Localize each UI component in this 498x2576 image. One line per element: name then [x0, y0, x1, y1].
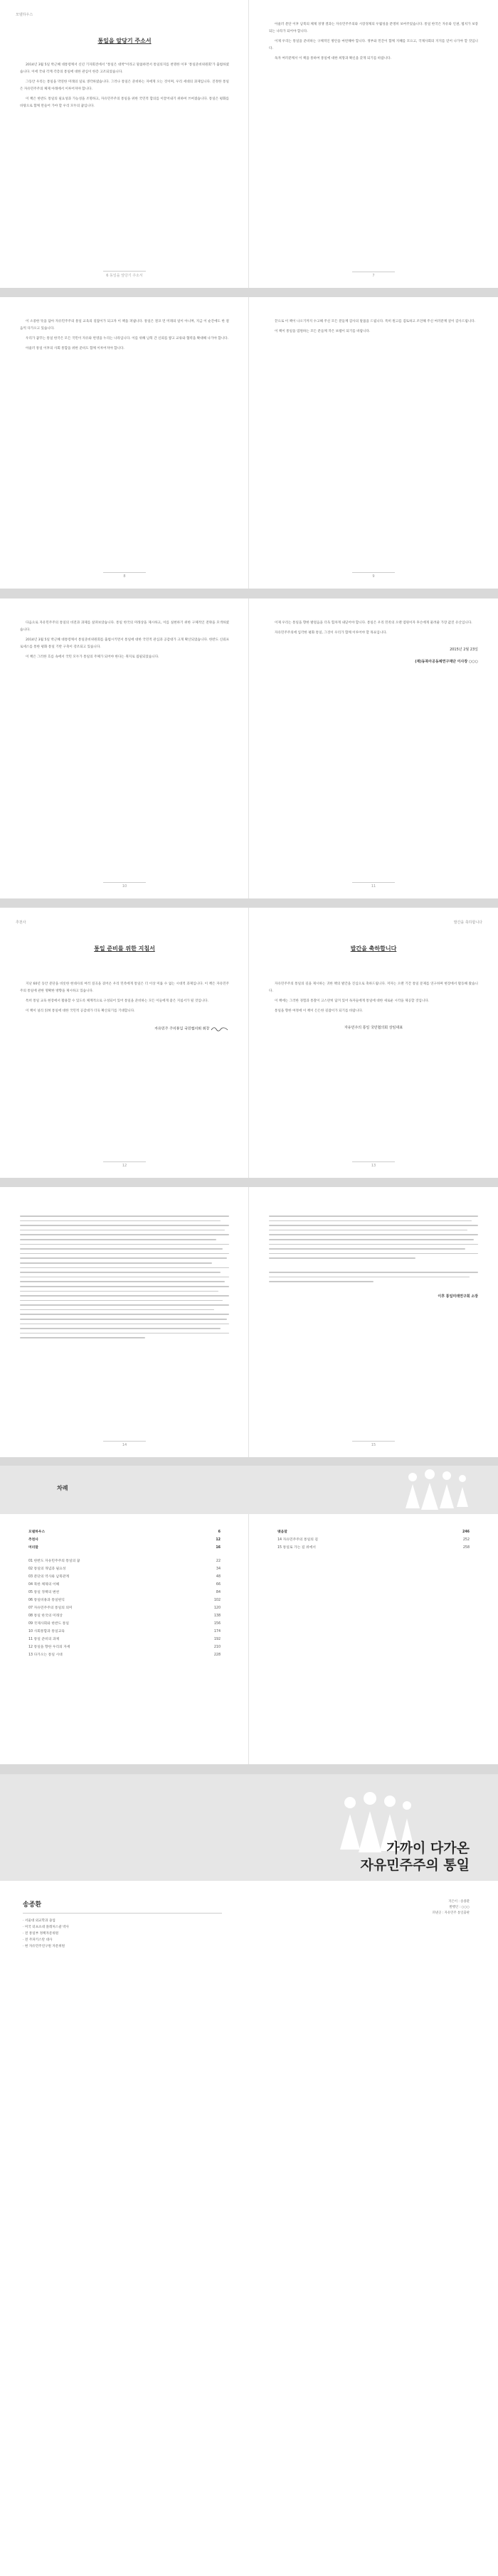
toc-entry-title: 모델하우스 [28, 1530, 46, 1534]
paragraph: 다음으로 자유민주주의 통일의 비전과 과제를 살펴보았습니다. 통일 한국의 미래상을 제시하고, 이를 실현하기 위한 구체적인 전략을 모색하였습니다. [20, 621, 229, 632]
toc-entry-title: 12 통일을 향한 우리의 자세 [28, 1646, 70, 1649]
paragraph: 아울러 통일 이후의 사회 통합을 위한 준비도 함께 이루어져야 합니다. [26, 347, 124, 350]
paragraph: 끝으로 이 책이 나오기까지 수고해 주신 모든 분들께 감사의 말씀을 드립니다. 특히 원고를 검토하고 조언해 주신 여러분께 깊이 감사드립니다. [275, 320, 476, 323]
paragraph: 아울러 분단 이후 남북의 체제 경쟁 결과는 자유민주주의와 시장경제의 우월성을 분명히 보여주었습니다. 통일 한국은 자유와 인권, 법치가 보장되는 나라가 되어야 합니다. [269, 23, 478, 33]
folio [249, 572, 498, 579]
toc-entry-page: 120 [213, 1606, 221, 1610]
paragraph: 자유민주주의 통일의 길을 제시하는 귀한 책의 발간을 진심으로 축하드립니다. 저자는 오랜 기간 통일 문제를 연구하며 현장에서 활동해 왔습니다. [269, 982, 478, 993]
page-number: 14 [122, 1443, 127, 1447]
toc-entry-page: 246 [462, 1530, 470, 1534]
text-block [269, 1215, 478, 1259]
toc-right-list [277, 1528, 470, 1552]
page-number: 8 [123, 574, 126, 579]
page-left [0, 297, 249, 589]
toc-entry-page: 102 [213, 1599, 221, 1602]
paragraph: 이 책에는 그러한 경험과 통찰이 고스란히 담겨 있어 독자들에게 통일에 대한 새로운 시각을 제공할 것입니다. [275, 999, 430, 1003]
page-number: 12 [122, 1164, 127, 1168]
spread-3 [0, 599, 498, 898]
page-number: 15 [371, 1443, 376, 1447]
toc-entry-page: 174 [213, 1630, 221, 1633]
credits [327, 1899, 470, 1916]
toc-entry[interactable] [28, 1636, 221, 1643]
toc-entry-page: 258 [462, 1546, 470, 1550]
toc-entry-title: 13 다가오는 통일 시대 [28, 1653, 63, 1657]
bio-line: · 미국 터프츠대 플레처스쿨 박사 [23, 1926, 69, 1929]
page-number: 6 [106, 274, 109, 278]
page-number: 13 [371, 1164, 376, 1168]
toc-entry[interactable] [28, 1612, 221, 1620]
folio [0, 572, 249, 579]
paragraph: 이 책은 그러한 흐름 속에서 국민 모두가 통일의 주체가 되어야 한다는 취지로 집필되었습니다. [26, 655, 159, 659]
credit-line: 발행인 : ○○○ [449, 1906, 470, 1909]
toc-entry[interactable] [277, 1536, 470, 1544]
paragraph: 이 책이 통일을 염원하는 모든 분들께 작은 보탬이 되기를 바랍니다. [275, 330, 371, 333]
running-head: 추천사 [16, 921, 26, 925]
toc-entry-title: 06 통일비용과 통일편익 [28, 1599, 65, 1602]
toc-entry-page: 16 [216, 1546, 221, 1550]
paragraph: 2014년 3월 5일 박근혜 대통령께서 신년 기자회견에서 "통일은 대박"이라고 말씀하면서 통일의지를 천명한 이후 '통일준비위원회'가 출범하였습니다. 이에 국내 각계 각층의 통일에 대한 관심이 한층 고조되었습니다. [20, 63, 229, 74]
author-bio [23, 1918, 222, 1950]
toc-entry-page: 6 [218, 1530, 221, 1534]
body-text [20, 318, 229, 353]
body-text [20, 620, 229, 661]
folio [249, 1161, 498, 1169]
spread-2 [0, 297, 498, 589]
bio-line: · 전 통일부 정책자문위원 [23, 1932, 59, 1936]
toc-entry-title: 04 북한 체제의 이해 [28, 1583, 60, 1587]
toc-entry-page: 34 [216, 1567, 221, 1571]
date-line: 2015년 2월 23일 [450, 648, 478, 652]
text-block [269, 1272, 478, 1282]
running-head: 발간을 축하합니다 [453, 921, 482, 925]
folio [249, 1441, 498, 1448]
toc-entry-page: 22 [216, 1560, 221, 1563]
toc-entry-title: 15 통일로 가는 길 위에서 [277, 1546, 316, 1550]
handwritten-signature-icon [211, 1025, 229, 1032]
body-text [269, 21, 478, 63]
toc-heading: 차례 [57, 1485, 68, 1491]
spread-4 [0, 908, 498, 1178]
toc-entry[interactable] [28, 1544, 221, 1552]
paragraph: 특히 통일 교육 현장에서 활용할 수 있도록 체계적으로 구성되어 있어 통일을 준비하는 모든 이들에게 좋은 지침서가 될 것입니다. [26, 999, 209, 1003]
folio [0, 271, 249, 279]
divider-line [23, 1913, 222, 1914]
toc-entry[interactable] [277, 1544, 470, 1552]
author-block [23, 1899, 222, 1950]
toc-entry-title: 08 통일 한국의 미래상 [28, 1614, 63, 1618]
toc-entry-page: 66 [216, 1583, 221, 1587]
toc-entry-title: 02 통일의 개념과 필요성 [28, 1567, 66, 1571]
folio-title: 동일을 앞당기 주소서 [110, 274, 143, 278]
toc-entry[interactable] [28, 1557, 221, 1565]
paragraph: 이제 우리는 통일을 준비하는 구체적인 방안을 마련해야 합니다. 정부와 민간이 함께 지혜를 모으고, 국제사회의 지지를 얻어 나가야 할 것입니다. [269, 40, 478, 50]
page-right [249, 908, 498, 1178]
toc-entry-page: 138 [213, 1614, 221, 1618]
bio-line: · 현 자유민주연구원 자문위원 [23, 1945, 65, 1948]
signature-line: (재)동북아공동체연구재단 이사장 ○○○ [415, 660, 478, 664]
paragraph: 독자 여러분께서 이 책을 통하여 통일에 대한 희망과 확신을 갖게 되기를 바랍니다. [275, 57, 391, 60]
toc-entry[interactable] [28, 1581, 221, 1589]
toc-entry[interactable] [28, 1628, 221, 1636]
signature-line: 이후 통일미래연구회 소장 [438, 1294, 478, 1299]
toc-entry-title: 05 통일 정책의 변천 [28, 1591, 60, 1594]
paragraph: 우리가 꿈꾸는 통일 한국은 모든 국민이 자유와 번영을 누리는 나라입니다. 이를 위해 남북 간 신뢰를 쌓고 교류와 협력을 확대해 나가야 합니다. [26, 337, 229, 340]
toc-entry-title: 11 통일 준비의 과제 [28, 1638, 60, 1641]
toc-entry-page: 84 [216, 1591, 221, 1594]
toc-entry[interactable] [28, 1528, 221, 1536]
credit-line: 펴낸곳 : 자유민주 통일출판 [432, 1911, 470, 1915]
toc-entry-title: 머리말 [28, 1546, 38, 1550]
toc-entry-title: 01 한반도 자유민주주의 통일의 꿈 [28, 1560, 80, 1563]
people-logo-icon [398, 1467, 477, 1513]
paragraph: 통일을 향한 여정에 이 책이 든든한 길잡이가 되기를 바랍니다. [275, 1009, 364, 1013]
toc-entry-title: 07 자유민주주의 통일의 의미 [28, 1606, 73, 1610]
page-right [249, 297, 498, 589]
body-text [269, 981, 478, 1015]
paragraph: 2014년 3월 5일 박근혜 대통령께서 통일준비위원회를 출범시키면서 통일에 대한 국민적 관심과 공감대가 크게 확산되었습니다. 한반도 신뢰프로세스를 통한 평화 통일 기반 구축이 강조되고 있습니다. [20, 638, 229, 649]
toc-entry-title: 09 국제사회와 한반도 통일 [28, 1622, 70, 1626]
bio-line: · 전 주파키스탄 대사 [23, 1938, 53, 1942]
running-head: 모델하우스 [16, 13, 33, 17]
gutter [248, 1514, 249, 1764]
toc-entry-title: 10 사회통합과 통일교육 [28, 1630, 65, 1633]
toc-entry-page: 156 [213, 1622, 221, 1626]
paragraph: 이 책은 한반도 통일의 필요성과 가능성을 조명하고, 자유민주주의 통일을 위한 국민적 합의를 이끌어내기 위하여 쓰여졌습니다. 통일은 평화를 바탕으로 함께 만들어 가야 할 우리 모두의 꿈입니다. [20, 97, 229, 108]
toc-entry-title: 맺음말 [277, 1530, 287, 1534]
page-right [249, 0, 498, 288]
page-right [249, 599, 498, 898]
signature-line: 자유민주의 통일 국민협의회 상임대표 [344, 1026, 403, 1030]
toc-entry-title: 추천사 [28, 1538, 38, 1542]
toc-spacer [28, 1552, 221, 1557]
toc-entry[interactable] [28, 1573, 221, 1581]
book-title [361, 1840, 470, 1874]
text-block [20, 1215, 229, 1338]
spread-5 [0, 1187, 498, 1457]
page-left [0, 599, 249, 898]
bio-line: · 서울대 외교학과 졸업 [23, 1919, 55, 1923]
page-left [0, 1187, 249, 1457]
book-title-line: 가까이 다가온 [386, 1840, 470, 1856]
signer-title: 자유민주 주의통일 국민협의회 회장 [154, 1026, 210, 1031]
page-number: 9 [372, 574, 375, 579]
page-title: 통일을 앞당기 주소서 [97, 38, 152, 44]
folio [0, 882, 249, 889]
body-text [20, 981, 229, 1015]
paragraph: 지난 60년 동안 분단을 비롯한 현대사의 여러 질곡을 겪어온 우리 민족에게 통일은 더 이상 미룰 수 없는 시대적 과제입니다. 이 책은 자유민주주의 통일에 관한 명확한 방향을 제시하고 있습니다. [20, 982, 229, 993]
toc-entry[interactable] [28, 1596, 221, 1604]
book-title-line: 자유민주주의 통일 [360, 1857, 470, 1873]
page-right [249, 1187, 498, 1457]
toc-entry-title: 14 자유민주주의 통일의 길 [277, 1538, 319, 1542]
toc-entry-title: 03 분단의 역사와 남북관계 [28, 1575, 70, 1579]
page-number: 7 [372, 274, 375, 278]
toc-left-list [28, 1528, 221, 1659]
cover-spread [0, 1774, 498, 2576]
page-title: 발간을 축하합니다 [350, 945, 397, 952]
page-number: 11 [371, 884, 376, 889]
toc-entry[interactable] [277, 1528, 470, 1536]
toc-entry[interactable] [28, 1604, 221, 1612]
spread-1 [0, 0, 498, 288]
toc-spread [0, 1466, 498, 1764]
paragraph: 자유민주주의에 입각한 평화 통일, 그것이 우리가 함께 이루어야 할 목표입니다. [275, 631, 388, 635]
credit-line: 지은이 : 송종환 [448, 1900, 470, 1904]
body-text [269, 318, 478, 336]
author-name: 송종환 [23, 1901, 42, 1909]
folio [249, 272, 498, 279]
toc-entry-page: 210 [213, 1646, 221, 1649]
toc-entry[interactable] [28, 1565, 221, 1573]
paragraph: 그동안 우리는 통일을 막연한 미래의 일로 생각하였습니다. 그러나 통일은 준비하는 자에게 오는 것이며, 우리 세대의 과제입니다. 진정한 통일은 자유민주주의 체제 아래에서 이루어져야 합니다. [20, 80, 229, 91]
toc-entry-page: 252 [462, 1538, 470, 1542]
paragraph: 이제 우리는 통일을 향한 발걸음을 더욱 힘차게 내딛어야 합니다. 통일은 우리 민족의 오랜 염원이자 후손에게 물려줄 가장 값진 유산입니다. [275, 621, 472, 625]
toc-entry-page: 192 [213, 1638, 221, 1641]
body-text [269, 620, 478, 637]
paragraph: 이 소중한 뜻을 담아 자유민주주의 통일 교육의 길잡이가 되고자 이 책을 펴냅니다. 통일은 결코 먼 미래의 일이 아니며, 지금 이 순간에도 한 걸음씩 다가오고 있습니다. [20, 320, 229, 331]
toc-entry[interactable] [28, 1643, 221, 1651]
toc-entry[interactable] [28, 1651, 221, 1659]
page-left [0, 908, 249, 1178]
toc-entry-page: 48 [216, 1575, 221, 1579]
signature-line [20, 1025, 229, 1032]
toc-entry[interactable] [28, 1536, 221, 1544]
paragraph: 이 책이 널리 읽혀 통일에 대한 국민적 공감대가 더욱 확산되기를 기대합니다. [26, 1009, 135, 1013]
page-left [0, 0, 249, 288]
toc-entry[interactable] [28, 1620, 221, 1628]
body-text [20, 62, 229, 110]
toc-entry[interactable] [28, 1589, 221, 1596]
folio [249, 882, 498, 889]
folio [0, 1441, 249, 1448]
folio [0, 1161, 249, 1169]
page-number: 10 [122, 884, 127, 889]
page-title: 통일 준비를 위한 지침서 [94, 945, 155, 952]
toc-entry-page: 12 [216, 1538, 221, 1542]
toc-entry-page: 228 [213, 1653, 221, 1657]
